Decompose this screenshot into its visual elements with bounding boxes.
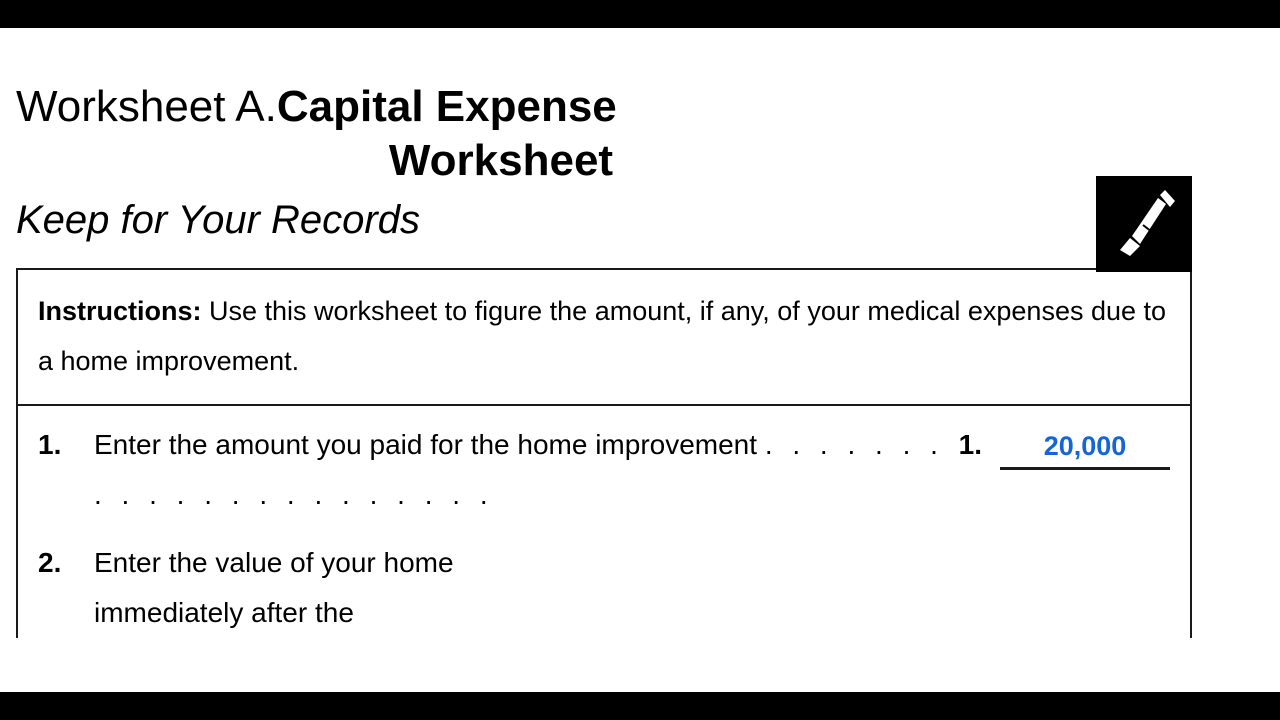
keep-for-records-note: Keep for Your Records — [16, 198, 420, 242]
worksheet-title-line-1 — [16, 82, 1208, 132]
worksheet-title-main: Capital Expense — [276, 82, 617, 131]
line-2-description-part-2: immediately after the — [94, 597, 354, 628]
instructions-text — [38, 286, 1170, 386]
worksheet-title-line-2: Worksheet — [388, 136, 614, 185]
line-1-amount-field[interactable] — [1000, 427, 1170, 470]
line-2-text — [94, 538, 794, 638]
line-1-amount-label: 1. — [958, 429, 982, 460]
line-2-number: 2. — [38, 547, 62, 578]
document-content — [16, 28, 1208, 638]
instructions-row — [18, 270, 1190, 406]
document-page — [0, 28, 1280, 692]
line-1-leader-dots: . . . . . . . . . . . . . . . . . . . . . . — [94, 429, 944, 510]
line-1-amount-group — [951, 420, 1170, 470]
instructions-label: Instructions: — [38, 296, 202, 326]
title-area — [16, 28, 1208, 248]
line-1-text — [94, 420, 951, 520]
line-2-description-part-1: Enter the value of your home — [94, 547, 454, 578]
worksheet-line-2 — [18, 520, 1190, 638]
line-1-amount-value: 20,000 — [1043, 431, 1127, 461]
worksheet-line-1 — [18, 406, 1190, 520]
worksheet-title-prefix: Worksheet A. — [16, 82, 277, 131]
worksheet-table — [16, 268, 1192, 638]
pencil-icon — [1096, 176, 1192, 272]
line-1-number: 1. — [38, 429, 62, 460]
instructions-body: Use this worksheet to figure the amount, if any, of your medical expenses due to a home improvement. — [38, 296, 1167, 376]
line-1-description: Enter the amount you paid for the home improvement — [94, 429, 758, 460]
